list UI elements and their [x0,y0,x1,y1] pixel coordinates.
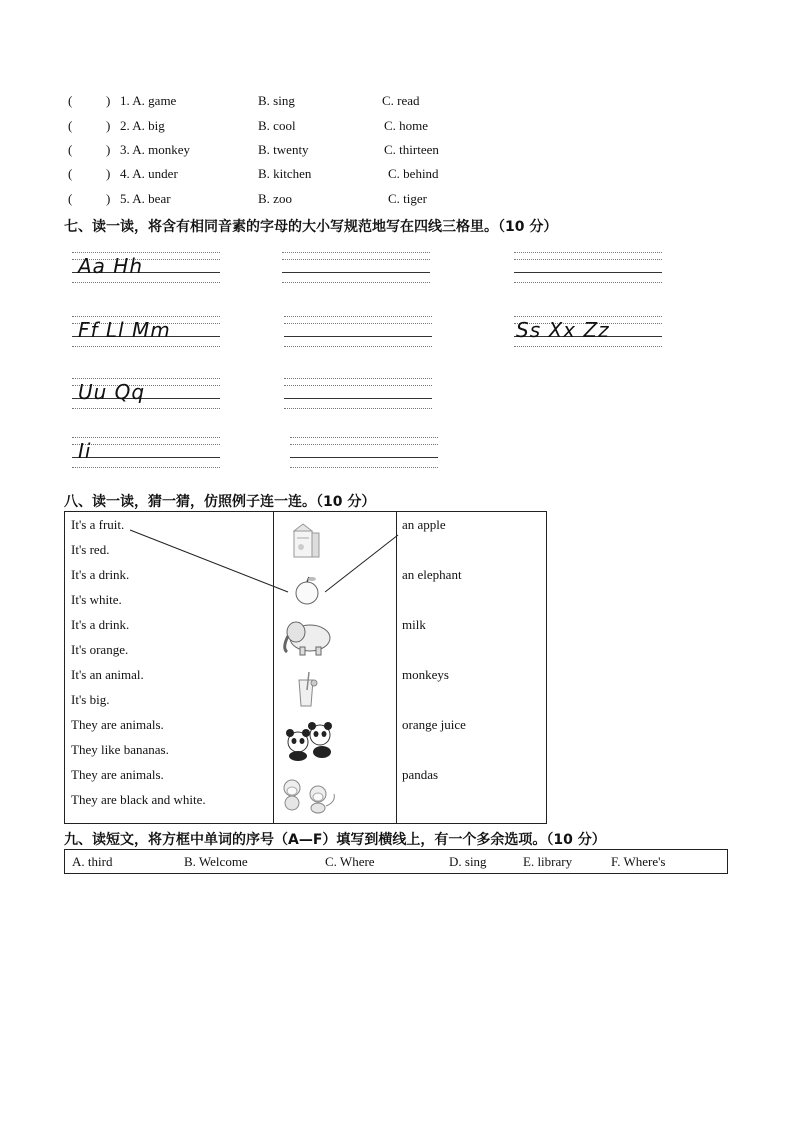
answer-item: monkeys [402,667,449,682]
sentence-item: They are black and white. [71,792,206,807]
answer-paren-open: ( [68,118,73,133]
question-3-option-b: B. twenty [258,142,309,157]
option-b: B. Welcome [184,854,248,869]
letter-group-ff-ll-mm: Ff Ll Mm [78,318,171,342]
question-5-option-b: B. zoo [258,191,292,206]
section9-heading: 九、读短文，将方框中单词的序号（A—F）填写到横线上，有一个多余选项。（10 分） [64,832,606,848]
sentence-item: They are animals. [71,767,164,782]
question-3-option-a: 3. A. monkey [120,142,191,157]
sentence-item: It's a drink. [71,567,130,582]
sentence-item: It's an animal. [71,667,144,682]
section7-heading: 七、读一读，将含有相同音素的字母的大小写规范地写在四线三格里。（10 分） [64,219,558,235]
question-5-option-c: C. tiger [388,191,427,206]
sentence-item: It's a fruit. [71,517,125,532]
word-options-box [64,849,728,874]
sentence-item: It's orange. [71,642,129,657]
answer-paren-close: ) [106,142,111,157]
monkeys-icon [284,780,334,813]
question-1-option-a: 1. A. game [120,93,177,108]
option-a: A. third [72,854,113,869]
option-e: E. library [523,854,573,869]
sentence-item: It's white. [71,592,122,607]
question-2-option-c: C. home [384,118,429,133]
question-1-option-c: C. read [382,93,420,108]
question-2-option-a: 2. A. big [120,118,165,133]
option-c: C. Where [325,854,375,869]
sentence-item: It's red. [71,542,110,557]
sentence-item: They are animals. [71,717,164,732]
answer-paren-close: ) [106,191,111,206]
option-d: D. sing [449,854,487,869]
letter-group-ss-xx-zz: Ss Xx Zz [516,318,610,342]
sentence-item: It's a drink. [71,617,130,632]
question-1-option-b: B. sing [258,93,295,108]
sentence-item: They like bananas. [71,742,169,757]
sentence-item: It's big. [71,692,110,707]
answer-item: an elephant [402,567,462,582]
answer-item: an apple [402,517,446,532]
answer-paren-close: ) [106,93,111,108]
question-2-option-b: B. cool [258,118,296,133]
question-5-option-a: 5. A. bear [120,191,171,206]
question-4-option-b: B. kitchen [258,166,312,181]
answer-paren-open: ( [68,93,73,108]
pandas-icon [286,722,332,761]
question-4-option-c: C. behind [388,166,439,181]
elephant-icon [285,622,330,655]
answer-item: milk [402,617,426,632]
answer-item: pandas [402,767,439,782]
juice-glass-icon [299,672,317,706]
answer-item: orange juice [402,717,466,732]
answer-paren-open: ( [68,142,73,157]
question-4-option-a: 4. A. under [120,166,178,181]
answer-paren-close: ) [106,118,111,133]
option-f: F. Where's [611,854,666,869]
apple-icon [296,577,318,604]
section8-heading: 八、读一读，猜一猜，仿照例子连一连。（10 分） [64,494,376,510]
letter-group-uu-qq: Uu Qq [78,380,146,404]
answer-paren-open: ( [68,166,73,181]
letter-group-ii: Ii [78,439,92,463]
question-3-option-c: C. thirteen [384,142,439,157]
milk-carton-icon [294,524,319,557]
answer-paren-close: ) [106,166,111,181]
answer-paren-open: ( [68,191,73,206]
letter-group-aa-hh: Aa Hh [78,254,144,278]
